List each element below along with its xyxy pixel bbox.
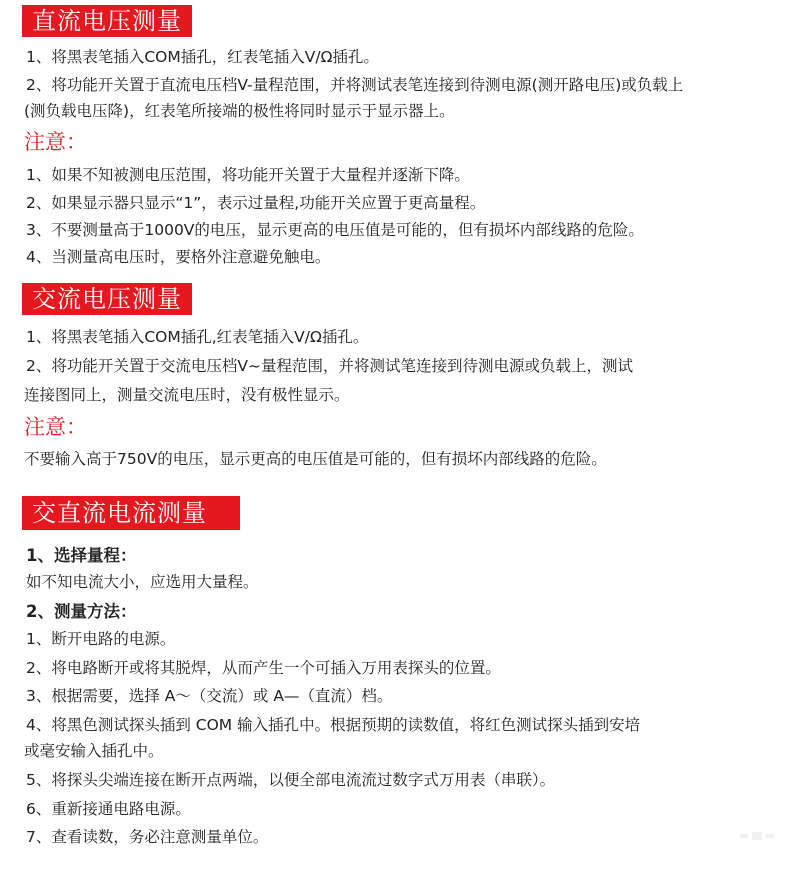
ac-voltage-line: 2、将功能开关置于交流电压档V~量程范围，并将测试笔连接到待测电源或负载上，测试 <box>26 357 633 375</box>
dc-voltage-note: 4、当测量高电压时，要格外注意避免触电。 <box>26 248 331 266</box>
section-heading-current: 交直流电流测量 <box>22 496 240 530</box>
dc-voltage-line: 2、将功能开关置于直流电压档V-量程范围，并将测试表笔连接到待测电源(测开路电压)或负载上 <box>26 76 684 94</box>
current-range-heading: 1、选择量程： <box>26 546 137 565</box>
current-step: 1、断开电路的电源。 <box>26 630 176 648</box>
section-heading-dc-voltage: 直流电压测量 <box>22 5 192 37</box>
current-step: 4、将黑色测试探头插到 COM 输入插孔中。根据预期的读数值，将红色测试探头插到安培 <box>26 716 641 734</box>
current-step: 5、将探头尖端连接在断开点两端，以便全部电流流过数字式万用表（串联）。 <box>26 771 556 789</box>
ac-voltage-line: 1、将黑表笔插入COM插孔,红表笔插入V/Ω插孔。 <box>26 328 369 346</box>
current-step: 3、根据需要，选择 A～（交流）或 A—（直流）档。 <box>26 687 393 705</box>
dc-voltage-note: 1、如果不知被测电压范围，将功能开关置于大量程并逐渐下降。 <box>26 166 470 184</box>
dc-voltage-line: (测负载电压降)，红表笔所接端的极性将同时显示于显示器上。 <box>24 102 455 120</box>
watermark-icon <box>738 828 778 844</box>
dc-voltage-note-label: 注意： <box>24 130 87 154</box>
current-step: 6、重新接通电路电源。 <box>26 800 191 818</box>
dc-voltage-note: 3、不要测量高于1000V的电压，显示更高的电压值是可能的，但有损坏内部线路的危险。 <box>26 221 644 239</box>
current-step: 2、将电路断开或将其脱焊，从而产生一个可插入万用表探头的位置。 <box>26 659 501 677</box>
ac-voltage-note-label: 注意： <box>24 415 87 439</box>
dc-voltage-note: 2、如果显示器只显示“1”，表示过量程,功能开关应置于更高量程。 <box>26 194 486 212</box>
section-heading-ac-voltage: 交流电压测量 <box>22 283 192 315</box>
current-range-text: 如不知电流大小，应选用大量程。 <box>26 573 259 591</box>
current-step: 或毫安输入插孔中。 <box>24 742 164 760</box>
current-step: 7、查看读数，务必注意测量单位。 <box>26 828 269 846</box>
current-method-heading: 2、测量方法： <box>26 602 137 621</box>
ac-voltage-note: 不要输入高于750V的电压，显示更高的电压值是可能的，但有损坏内部线路的危险。 <box>24 450 607 468</box>
ac-voltage-line: 连接图同上，测量交流电压时，没有极性显示。 <box>24 386 350 404</box>
dc-voltage-line: 1、将黑表笔插入COM插孔，红表笔插入V/Ω插孔。 <box>26 48 379 66</box>
